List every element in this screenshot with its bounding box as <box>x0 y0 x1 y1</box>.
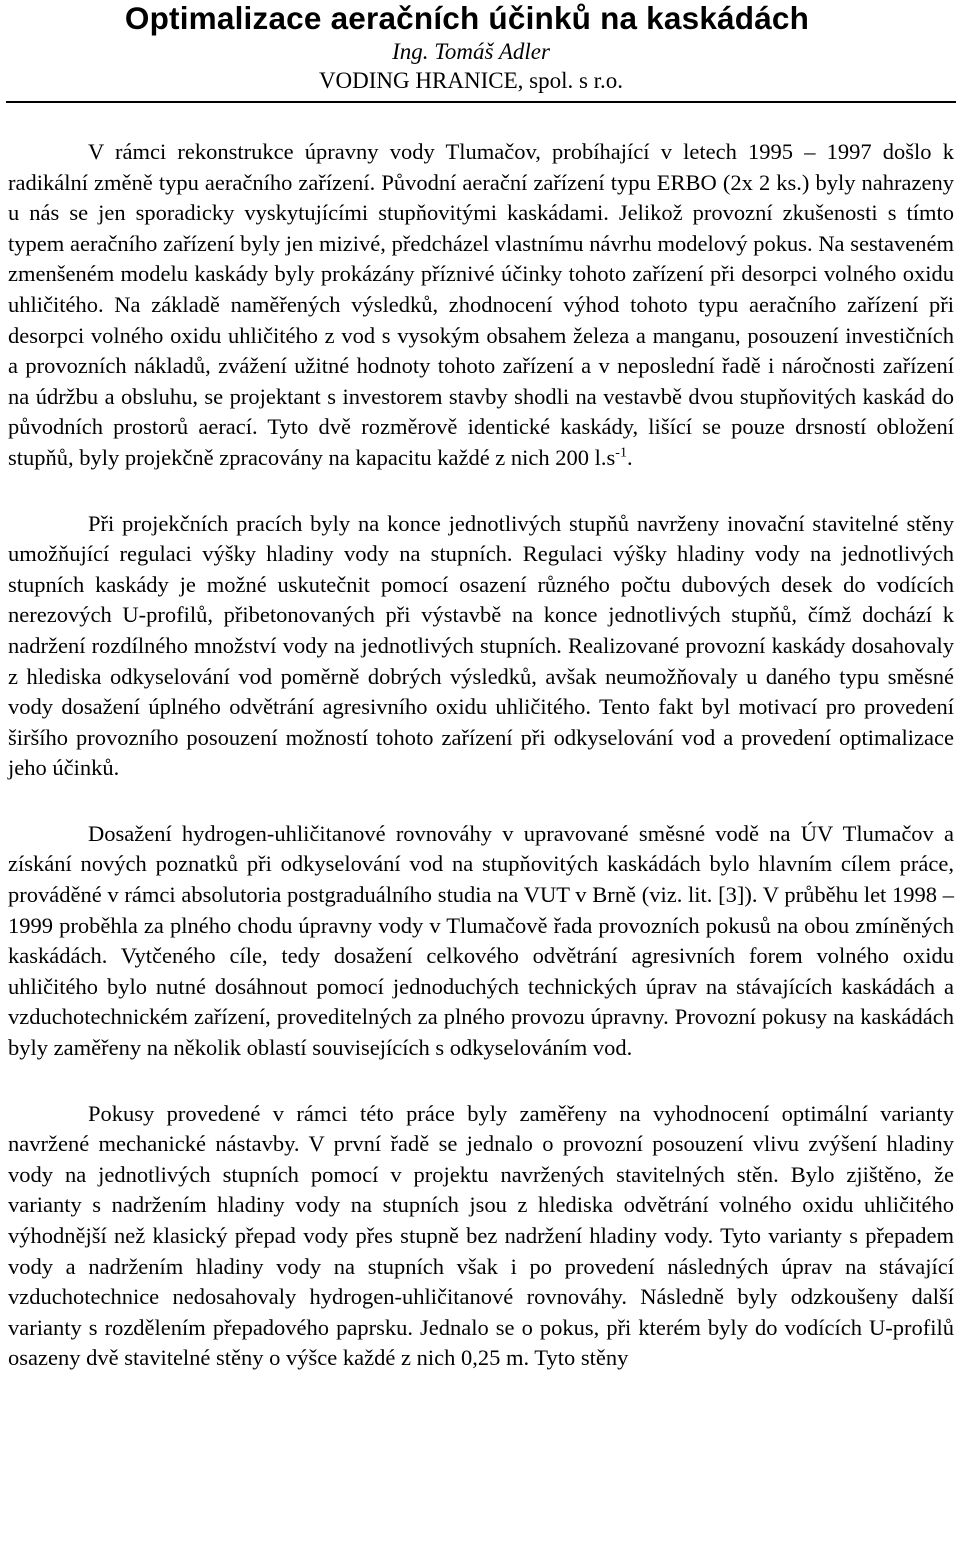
paragraph-1 <box>8 137 954 474</box>
paragraph-1-text: V rámci rekonstrukce úpravny vody Tlumačov, probíhající v letech 1995 – 1997 došlo k radikální změně typu aeračního zařízení. Původní aerační zařízení typu ERBO (2x 2 ks.) byly nahrazeny u nás se jen sporadicky vyskytujícími stupňovitými kaskádami. Jelikož provozní zkušenosti s tímto typem aeračního zařízení byly jen mizivé, předcházel vlastnímu návrhu modelový pokus. Na sestaveném zmenšeném modelu kaskády byly prokázány příznivé účinky tohoto zařízení při desorpci volného oxidu uhličitého. Na základě naměřených výsledků, zhodnocení výhod tohoto typu aeračního zařízení při desorpci volného oxidu uhličitého z vod s vysokým obsahem železa a manganu, posouzení investičních a provozních nákladů, zvážení užitné hodnoty tohoto zařízení a v neposlední řadě i náročnosti zařízení na údržbu a obsluhu, se projektant s investorem stavby shodli na vestavbě dvou stupňovitých kaskád do původních prostorů aerací. Tyto dvě rozměrově identické kaskády, lišící se pouze drsností obložení stupňů, byly projekčně zpracovány na kapacitu každé z nich 200 l.s <box>8 139 954 470</box>
paragraph-3: Dosažení hydrogen-uhličitanové rovnováhy v upravované směsné vodě na ÚV Tlumačov a získání nových poznatků při odkyselování vod na stupňovitých kaskádách bylo hlavním cílem práce, prováděné v rámci absolutoria postgraduálního studia na VUT v Brně (viz. lit. [3]). V průběhu let 1998 –1999 proběhla za plného chodu úpravny vody v Tlumačově řada provozních pokusů na obou zmíněných kaskádách. Vytčeného cíle, tedy dosažení celkového odvětrání agresivních forem volného oxidu uhličitého bylo nutné dosáhnout pomocí jednoduchých technických úprav na stávajících kaskádách a vzduchotechnickém zařízení, proveditelných za plného provozu úpravny. Provozní pokusy na kaskádách byly zaměřeny na několik oblastí souvisejících s odkyselováním vod. <box>8 820 954 1061</box>
unit-superscript: -1 <box>615 445 627 461</box>
document-title: Optimalizace aeračních účinků na kaskádách <box>124 0 810 36</box>
document-page <box>8 0 954 1409</box>
paragraph-2: Při projekčních pracích byly na konce jednotlivých stupňů navrženy inovační stavitelné stěny umožňující regulaci výšky hladiny vody na stupních. Regulaci výšky hladiny vody na jednotlivých stupních kaskády je možné uskutečnit pomocí osazení různého počtu dubových desek do vodících nerezových U-profilů, přibetonovaných při výstavbě na konce jednotlivých stupňů, čímž dochází k nadržení rozdílného množství vody na jednotlivých stupních. Realizované provozní kaskády dosahovaly z hlediska odkyselování vod poměrně dobrých výsledků, avšak neumožňovaly u daného typu směsné vody dosažení úplného odvětrání agresivního oxidu uhličitého. Tento fakt byl motivací pro provedení širšího provozního posouzení možností tohoto zařízení při odkyselování vod a provedení optimalizace jeho účinků. <box>8 510 954 781</box>
document-body <box>8 137 954 1374</box>
paragraph-1-tail: . <box>626 444 633 470</box>
header-divider <box>6 101 956 103</box>
author-name: Ing. Tomáš Adler <box>392 39 550 64</box>
company-name: VODING HRANICE, spol. s r.o. <box>318 68 624 93</box>
paragraph-4: Pokusy provedené v rámci této práce byly zaměřeny na vyhodnocení optimální varianty navržené mechanické nástavby. V první řadě se jednalo o provozní posouzení vlivu zvýšení hladiny vody na jednotlivých stupních pomocí v projektu navržených stavitelných stěn. Bylo zjištěno, že varianty s nadržením hladiny vody na stupních jsou z hlediska odvětrání volného oxidu uhličitého výhodnější než klasický přepad vody přes stupně bez nadržení hladiny vody. Tyto varianty s přepadem vody a nadržením hladiny vody na stupních však i po provedení následných úprav na stávající vzduchotechnice nedosahovaly hydrogen-uhličitanové rovnováhy. Následně byly odzkoušeny další varianty s rozdělením přepadového paprsku. Jednalo se o pokus, při kterém byly do vodících U-profilů osazeny dvě stavitelné stěny o výšce každé z nich 0,25 m. Tyto stěny <box>8 1100 954 1371</box>
